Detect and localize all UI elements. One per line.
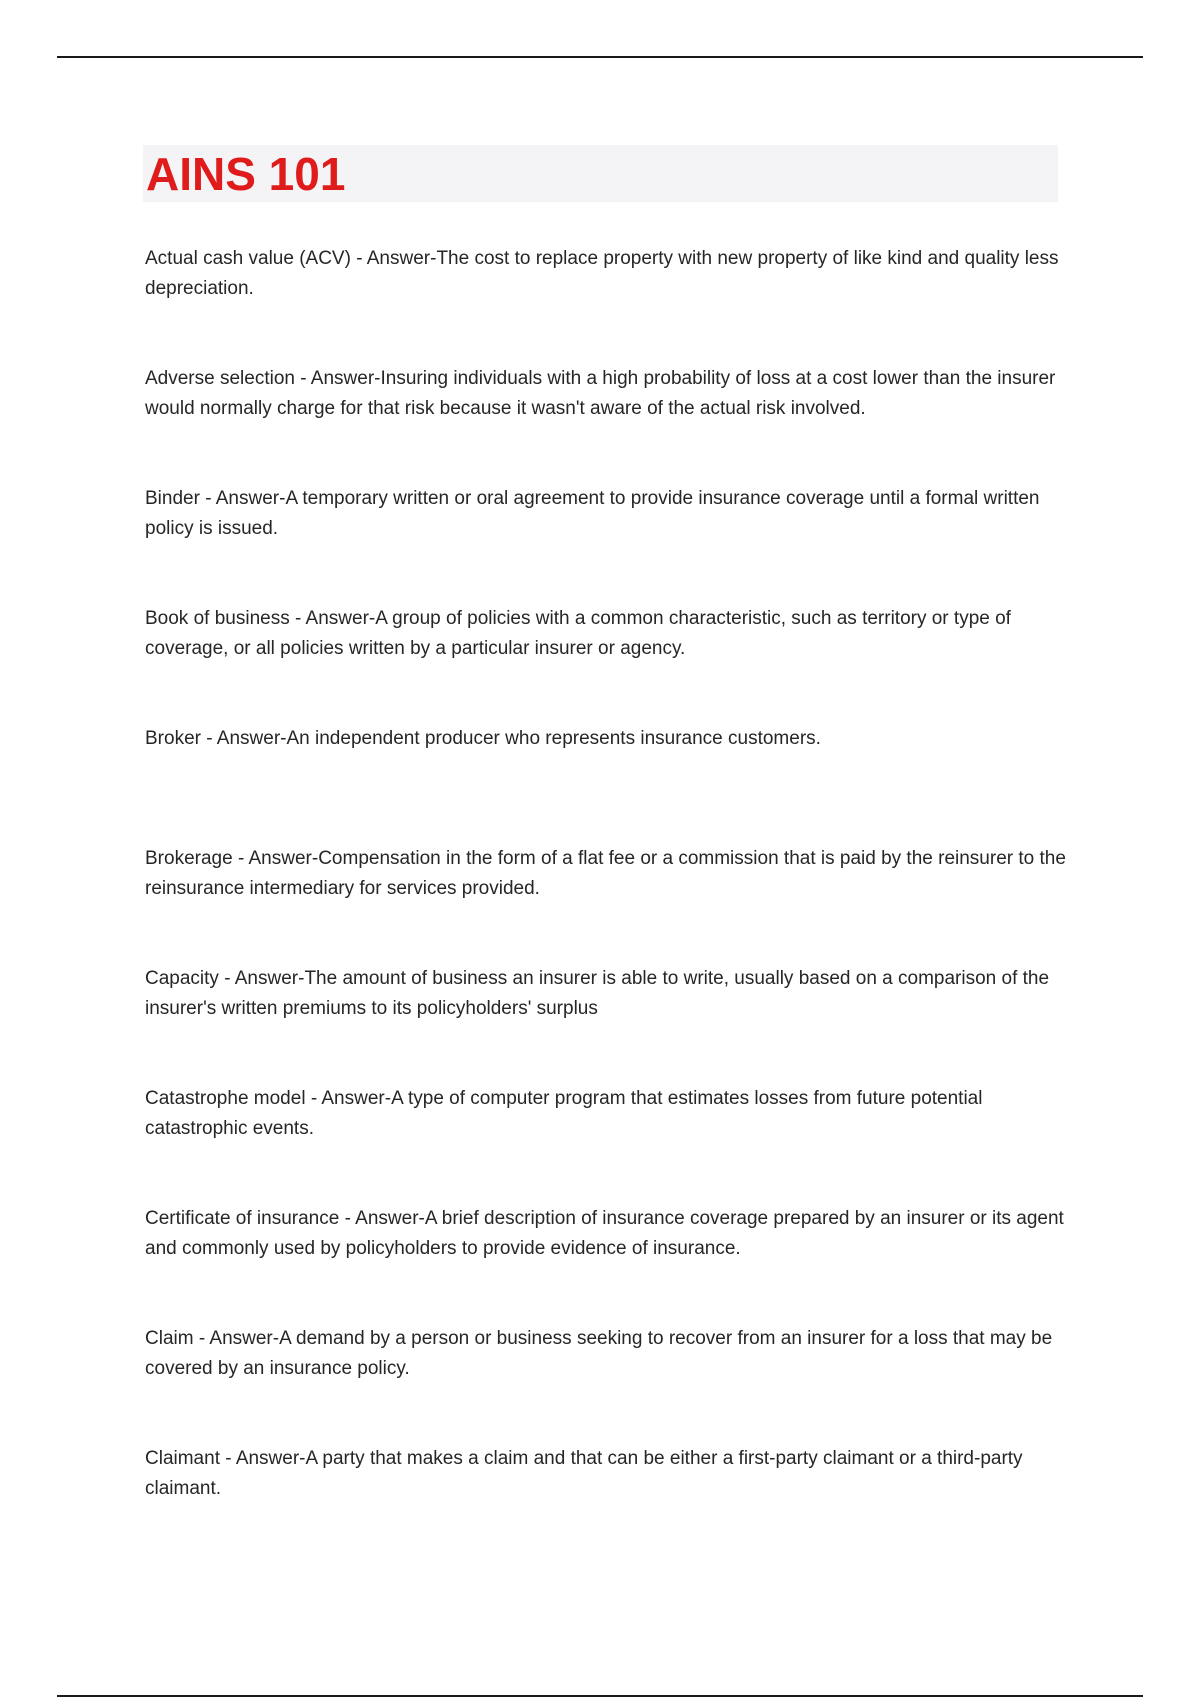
glossary-entry	[145, 364, 1070, 484]
answer-separator: - Answer-	[294, 368, 381, 389]
glossary-entry	[145, 844, 1070, 964]
glossary-entry	[145, 244, 1070, 364]
entry-definition: A brief description of insurance coverage prepared by an insurer or its agent and commonly used by policyholders to provide evidence of insurance.	[145, 1208, 1064, 1259]
glossary-entry	[145, 1204, 1070, 1324]
answer-separator: - Answer-	[232, 848, 319, 869]
entry-term: Brokerage	[145, 848, 233, 869]
glossary-entry	[145, 604, 1070, 724]
answer-separator: - Answer-	[289, 608, 376, 629]
answer-separator: - Answer-	[199, 488, 286, 509]
entry-term: Certificate of insurance	[145, 1208, 340, 1229]
entry-definition: A temporary written or oral agreement to provide insurance coverage until a formal written policy is issued.	[145, 488, 1040, 539]
entry-term: Binder	[145, 488, 200, 509]
entry-definition: A group of policies with a common characteristic, such as territory or type of coverage, or all policies written by a particular insurer or agency.	[145, 608, 1011, 659]
answer-separator: - Answer-	[193, 1328, 280, 1349]
glossary-entry	[145, 1324, 1070, 1444]
entry-definition: A demand by a person or business seeking to recover from an insurer for a loss that may be covered by an insurance policy.	[145, 1328, 1053, 1379]
entry-term: Book of business	[145, 608, 290, 629]
answer-separator: - Answer-	[339, 1208, 425, 1229]
entry-definition: A party that makes a claim and that can be either a first-party claimant or a third-party claimant.	[145, 1448, 1023, 1499]
answer-separator: - Answer-	[305, 1088, 392, 1109]
glossary-entry	[145, 1444, 1070, 1564]
entry-term: Actual cash value (ACV)	[145, 248, 351, 269]
page-title: AINS 101	[146, 147, 346, 200]
glossary-entry	[145, 484, 1070, 604]
glossary-list	[145, 244, 1070, 1564]
footer-rule	[57, 1695, 1143, 1697]
answer-separator: - Answer-	[350, 248, 437, 269]
entry-term: Adverse selection	[145, 368, 295, 389]
title-band	[143, 145, 1058, 202]
glossary-entry	[145, 724, 1070, 844]
answer-separator: - Answer-	[219, 1448, 306, 1469]
glossary-entry	[145, 1084, 1070, 1204]
entry-definition: Insuring individuals with a high probability of loss at a cost lower than the insurer would normally charge for that risk because it wasn't aware of the actual risk involved.	[145, 368, 1056, 419]
entry-definition: Compensation in the form of a flat fee or a commission that is paid by the reinsurer to the reinsurance intermediary for services provided.	[145, 848, 1066, 899]
entry-definition: An independent producer who represents insurance customers.	[286, 728, 821, 749]
entry-definition: The cost to replace property with new property of like kind and quality less depreciation.	[145, 248, 1059, 299]
entry-term: Broker	[145, 728, 201, 749]
header-rule	[57, 56, 1143, 58]
entry-term: Claimant	[145, 1448, 220, 1469]
answer-separator: - Answer-	[200, 728, 287, 749]
answer-separator: - Answer-	[218, 968, 305, 989]
entry-definition: A type of computer program that estimates losses from future potential catastrophic events.	[145, 1088, 983, 1139]
entry-term: Catastrophe model	[145, 1088, 306, 1109]
entry-term: Capacity	[145, 968, 219, 989]
entry-definition: The amount of business an insurer is able to write, usually based on a comparison of the insurer's written premiums to its policyholders' surplus	[145, 968, 1050, 1019]
entry-term: Claim	[145, 1328, 194, 1349]
glossary-entry	[145, 964, 1070, 1084]
